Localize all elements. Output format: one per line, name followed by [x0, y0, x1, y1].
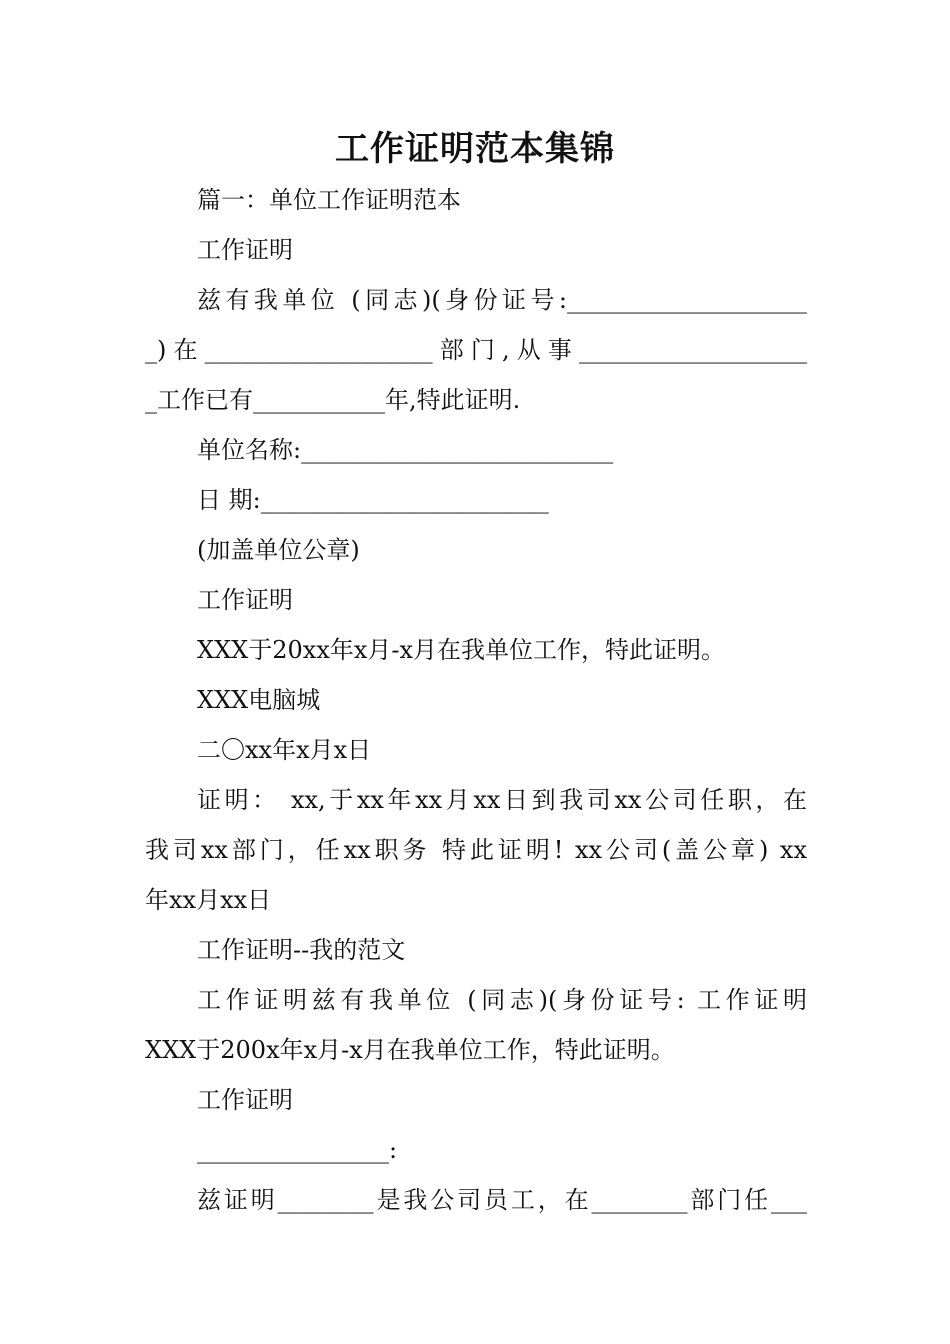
paragraph-line: _)在___________________部门,从事___________________	[145, 336, 807, 364]
paragraph-line: ________________:	[197, 1136, 398, 1164]
paragraph-line: _工作已有___________年,特此证明.	[145, 386, 521, 414]
paragraph-line: 我司xx部门，任xx职务 特此证明! xx公司(盖公章) xx	[145, 836, 807, 864]
paragraph-line: 证明： xx,于xx年xx月xx日到我司xx公司任职，在	[197, 786, 807, 814]
document-body	[145, 175, 807, 1225]
section-heading: 篇一：单位工作证明范本	[197, 186, 461, 214]
paragraph-line: 单位名称:__________________________	[197, 436, 614, 464]
paragraph-line: 二〇xx年x月x日	[197, 736, 372, 764]
document-title: 工作证明范本集锦	[335, 129, 615, 169]
paragraph-line: 日 期:________________________	[197, 486, 549, 514]
paragraph-line: XXX电脑城	[197, 686, 321, 714]
paragraph-line: 工作证明兹有我单位 (同志)(身份证号: 工作证明	[197, 986, 807, 1014]
paragraph-line: 年xx月xx日	[145, 886, 272, 914]
paragraph-line: 兹有我单位 (同志)(身份证号:____________________	[197, 286, 807, 314]
paragraph-line: 工作证明	[197, 586, 293, 614]
paragraph-line: 工作证明	[197, 1086, 293, 1114]
paragraph-line: (加盖单位公章)	[197, 536, 360, 564]
paragraph-line: 兹证明________是我公司员工，在________部门任___	[197, 1186, 807, 1214]
paragraph-line: XXX于20xx年x月-x月在我单位工作，特此证明。	[197, 636, 726, 664]
paragraph-line: XXX于200x年x月-x月在我单位工作，特此证明。	[145, 1036, 675, 1064]
paragraph-line: 工作证明--我的范文	[197, 936, 406, 964]
paragraph-line: 工作证明	[197, 236, 293, 264]
